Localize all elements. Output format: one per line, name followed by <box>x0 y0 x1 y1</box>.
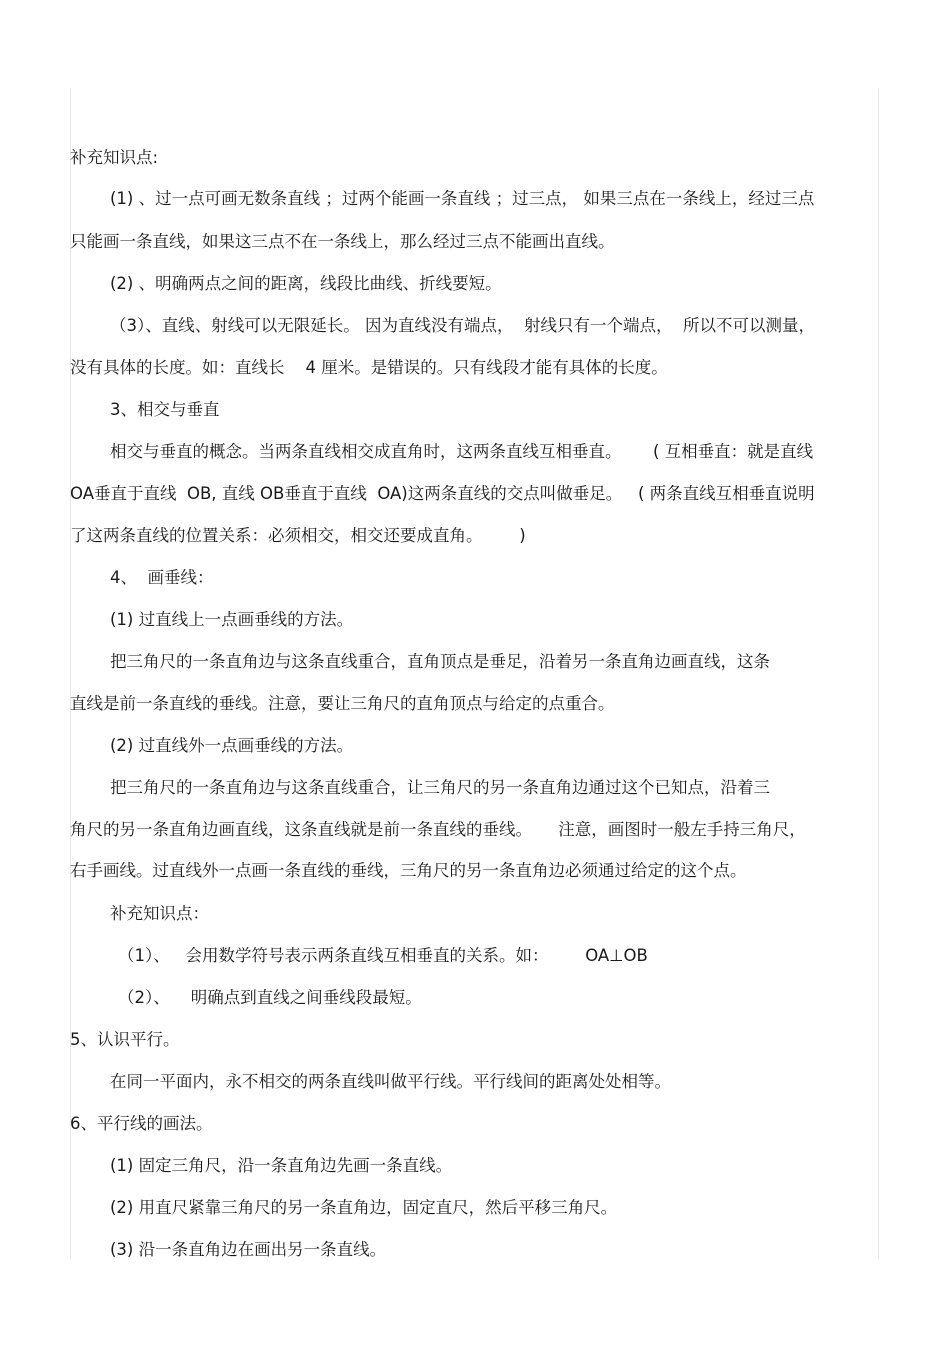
section-5-line-1: 在同一平面内，永不相交的两条直线叫做平行线。平行线间的距离处处相等。 <box>110 1072 671 1091</box>
section-3-line-1: 相交与垂直的概念。当两条直线相交成直角时，这两条直线互相垂直。 ( 互相垂直：就是直线 <box>110 442 814 461</box>
section-4-method-2-title: (2) 过直线外一点画垂线的方法。 <box>110 736 354 755</box>
section-4-method-2-line-1: 把三角尺的一条直角边与这条直线重合，让三角尺的另一条直角边通过这个已知点，沿着三 <box>110 778 770 797</box>
page-edge-left <box>70 88 71 1258</box>
item-1-line-2: 只能画一条直线，如果这三点不在一条线上，那么经过三点不能画出直线。 <box>70 232 615 251</box>
section-4-method-2-line-2: 角尺的另一条直角边画直线，这条直线就是前一条直线的垂线。 注意，画图时一般左手持三角尺， <box>70 820 806 839</box>
supplement-2-item-2: （2）、 明确点到直线之间垂线段最短。 <box>118 988 422 1007</box>
section-6-step-2: (2) 用直尺紧靠三角尺的另一条直角边，固定直尺，然后平移三角尺。 <box>110 1198 618 1217</box>
section-6-step-3: (3) 沿一条直角边在画出另一条直线。 <box>110 1240 387 1259</box>
item-3-line-1: （3）、直线、射线可以无限延长。 因为直线没有端点， 射线只有一个端点， 所以不可以测量， <box>110 316 815 335</box>
item-2-line-1: (2) 、明确两点之间的距离，线段比曲线、折线要短。 <box>110 274 502 293</box>
item-1-line-1: (1) 、过一点可画无数条直线 ；过两个能画一条直线 ；过三点， 如果三点在一条线上，经过三点 <box>110 189 815 208</box>
supplement-2-item-1: （1）、 会用数学符号表示两条直线互相垂直的关系。如： OA⊥OB <box>118 946 648 965</box>
heading-supplement-2: 补充知识点： <box>110 904 209 923</box>
item-3-line-2: 没有具体的长度。如：直线长 4 厘米。是错误的。只有线段才能有具体的长度。 <box>70 358 668 377</box>
section-4-method-1-line-2: 直线是前一条直线的垂线。注意，要让三角尺的直角顶点与给定的点重合。 <box>70 694 615 713</box>
section-3-line-2: OA垂直于直线 OB, 直线 OB垂直于直线 OA)这两条直线的交点叫做垂足。 ( 两条直线互相垂直说明 <box>70 484 815 503</box>
section-6-step-1: (1) 固定三角尺，沿一条直角边先画一条直线。 <box>110 1156 453 1175</box>
section-3-heading: 3、相交与垂直 <box>110 400 220 419</box>
section-6-heading: 6、平行线的画法。 <box>70 1114 213 1133</box>
section-4-method-1-line-1: 把三角尺的一条直角边与这条直线重合，直角顶点是垂足，沿着另一条直角边画直线，这条 <box>110 652 770 671</box>
page-edge-right <box>878 88 879 1258</box>
section-5-heading: 5、认识平行。 <box>70 1030 180 1049</box>
section-4-method-1-title: (1) 过直线上一点画垂线的方法。 <box>110 610 354 629</box>
section-4-heading: 4、 画垂线： <box>110 568 214 587</box>
section-3-line-3: 了这两条直线的位置关系：必须相交，相交还要成直角。 ) <box>70 526 526 545</box>
heading-supplement-1: 补充知识点: <box>70 148 159 167</box>
section-4-method-2-line-3: 右手画线。过直线外一点画一条直线的垂线，三角尺的另一条直角边必须通过给定的这个点。 <box>70 861 747 880</box>
